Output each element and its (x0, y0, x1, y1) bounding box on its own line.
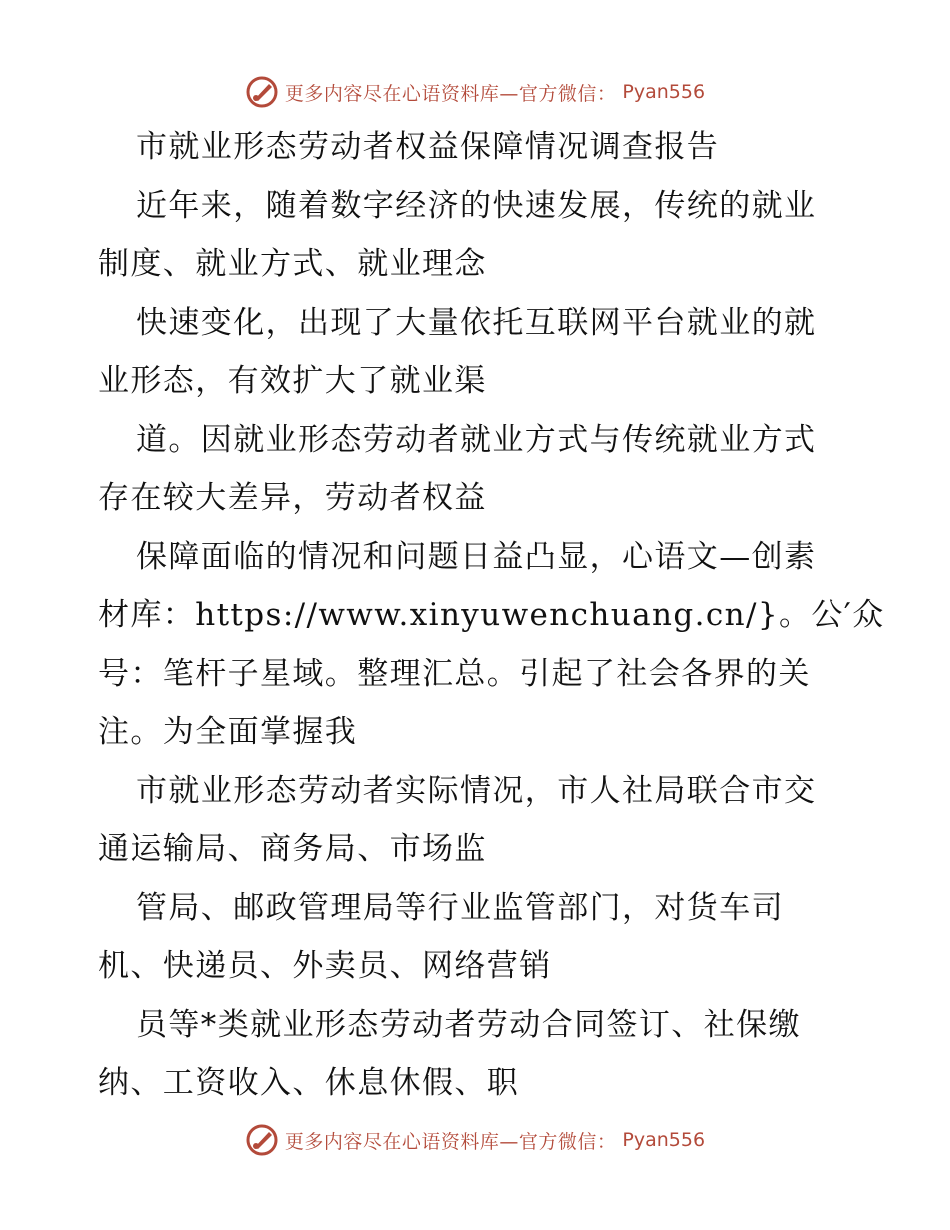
footer-banner (0, 1120, 950, 1160)
header-banner (0, 72, 950, 112)
paragraph-line: 保障面临的情况和问题日益凸显，心语文—创素 (136, 538, 817, 575)
header-banner-handle: Pyan556 (622, 81, 706, 103)
paragraph-line: 管局、邮政管理局等行业监管部门，对货车司 (136, 889, 784, 926)
paragraph-line: 通运输局、商务局、市场监 (98, 831, 487, 867)
header-banner-text: 更多内容尽在心语资料库—官方微信： (284, 82, 617, 105)
document-body (98, 118, 885, 1113)
paragraph-line: 业形态，有效扩大了就业渠 (98, 363, 487, 399)
paragraph-line: 注。为全面掌握我 (98, 714, 358, 750)
brush-logo-icon (245, 75, 279, 109)
paragraph-line: 员等*类就业形态劳动者劳动合同签订、社保缴 (136, 1006, 801, 1043)
paragraph-line: 道。因就业形态劳动者就业方式与传统就业方式 (136, 421, 817, 458)
footer-banner-text: 更多内容尽在心语资料库—官方微信： (284, 1130, 617, 1153)
paragraph-line: 号：笔杆子星域。整理汇总。引起了社会各界的关 (98, 655, 811, 692)
brush-logo-icon (245, 1123, 279, 1157)
document-title: 市就业形态劳动者权益保障情况调查报告 (136, 129, 720, 165)
paragraph-line: 纳、工资收入、休息休假、职 (98, 1065, 520, 1101)
paragraph-line: 制度、就业方式、就业理念 (98, 246, 487, 282)
paragraph-line: 材库：https://www.xinyuwenchuang.cn/}。公′众 (98, 597, 885, 633)
paragraph-line: 市就业形态劳动者实际情况，市人社局联合市交 (136, 772, 817, 809)
paragraph-line: 存在较大差异，劳动者权益 (98, 480, 487, 516)
paragraph-line: 快速变化，出现了大量依托互联网平台就业的就 (136, 304, 817, 341)
paragraph-line: 近年来，随着数字经济的快速发展，传统的就业 (136, 187, 817, 224)
paragraph-line: 机、快递员、外卖员、网络营销 (98, 948, 552, 984)
footer-banner-handle: Pyan556 (622, 1129, 706, 1151)
